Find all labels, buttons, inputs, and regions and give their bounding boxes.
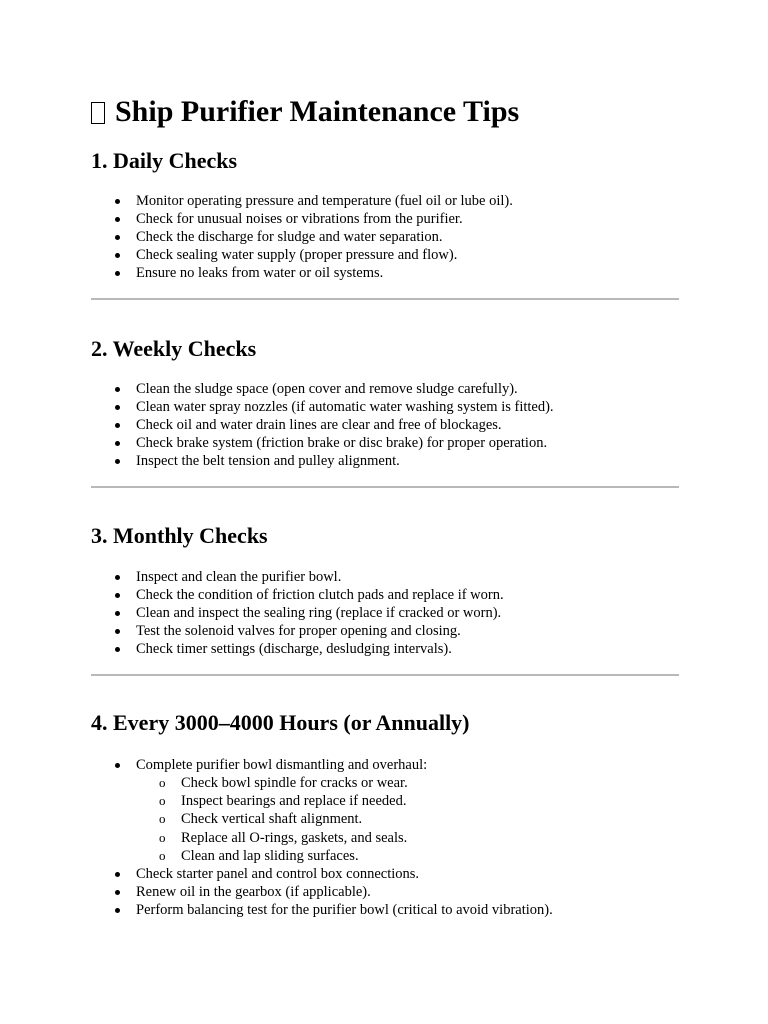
page-title-text: Ship Purifier Maintenance Tips [115,95,520,128]
list-item: Clean the sludge space (open cover and remove sludge carefully). [91,380,679,398]
list-item: Check oil and water drain lines are clear and free of blockages. [91,416,679,434]
list-item: Check the condition of friction clutch pads and replace if worn. [91,586,679,604]
section-monthly-checks [91,521,679,658]
missing-glyph-icon [91,102,105,124]
sub-list-item: o Inspect bearings and replace if needed. [159,793,407,810]
sub-list-item: o Replace all O-rings, gaskets, and seals. [159,829,408,846]
monthly-checks-list [91,568,679,658]
circle-bullet-icon: o [159,847,166,863]
list-item: Inspect the belt tension and pulley alignment. [91,452,679,470]
circle-bullet-icon: o [159,829,166,845]
list-item: Perform balancing test for the purifier bowl (critical to avoid vibration). [91,901,679,919]
sub-list-item: o Check vertical shaft alignment. [159,811,363,828]
horizontal-divider [91,674,679,676]
horizontal-divider [91,486,679,488]
list-item [91,756,679,865]
weekly-checks-list [91,380,679,470]
list-item: Check timer settings (discharge, desludging intervals). [91,640,679,658]
list-item: Clean water spray nozzles (if automatic water washing system is fitted). [91,398,679,416]
annual-overhaul-list [91,756,679,919]
sub-list-item: o Check bowl spindle for cracks or wear. [159,775,408,791]
list-item-text: Complete purifier bowl dismantling and overhaul: [136,757,428,773]
section-heading: 4. Every 3000–4000 Hours (or Annually) [91,710,470,735]
section-heading: 2. Weekly Checks [91,336,257,361]
list-item: Clean and inspect the sealing ring (replace if cracked or worn). [91,604,679,622]
list-item: Check sealing water supply (proper pressure and flow). [91,246,679,264]
horizontal-divider [91,298,679,300]
circle-bullet-icon: o [159,775,166,790]
list-item: Check brake system (friction brake or disc brake) for proper operation. [91,434,679,452]
sub-list-item: o Clean and lap sliding surfaces. [159,847,359,864]
circle-bullet-icon: o [159,811,166,827]
list-item: Monitor operating pressure and temperature (fuel oil or lube oil). [91,192,679,210]
section-daily-checks [91,146,679,282]
list-item: Check for unusual noises or vibrations from the purifier. [91,210,679,228]
section-heading: 3. Monthly Checks [91,523,268,548]
list-item: Ensure no leaks from water or oil systems. [91,264,679,282]
section-annual-overhaul [91,708,679,919]
list-item: Renew oil in the gearbox (if applicable). [91,883,679,901]
list-item: Test the solenoid valves for proper opening and closing. [91,622,679,640]
overhaul-subitems-list [136,774,679,865]
list-item: Check the discharge for sludge and water separation. [91,228,679,246]
page-title [91,92,519,132]
section-weekly-checks [91,334,679,470]
section-heading: 1. Daily Checks [91,148,238,173]
list-item: Inspect and clean the purifier bowl. [91,568,679,586]
daily-checks-list [91,192,679,282]
list-item: Check starter panel and control box connections. [91,865,679,883]
circle-bullet-icon: o [159,793,166,809]
